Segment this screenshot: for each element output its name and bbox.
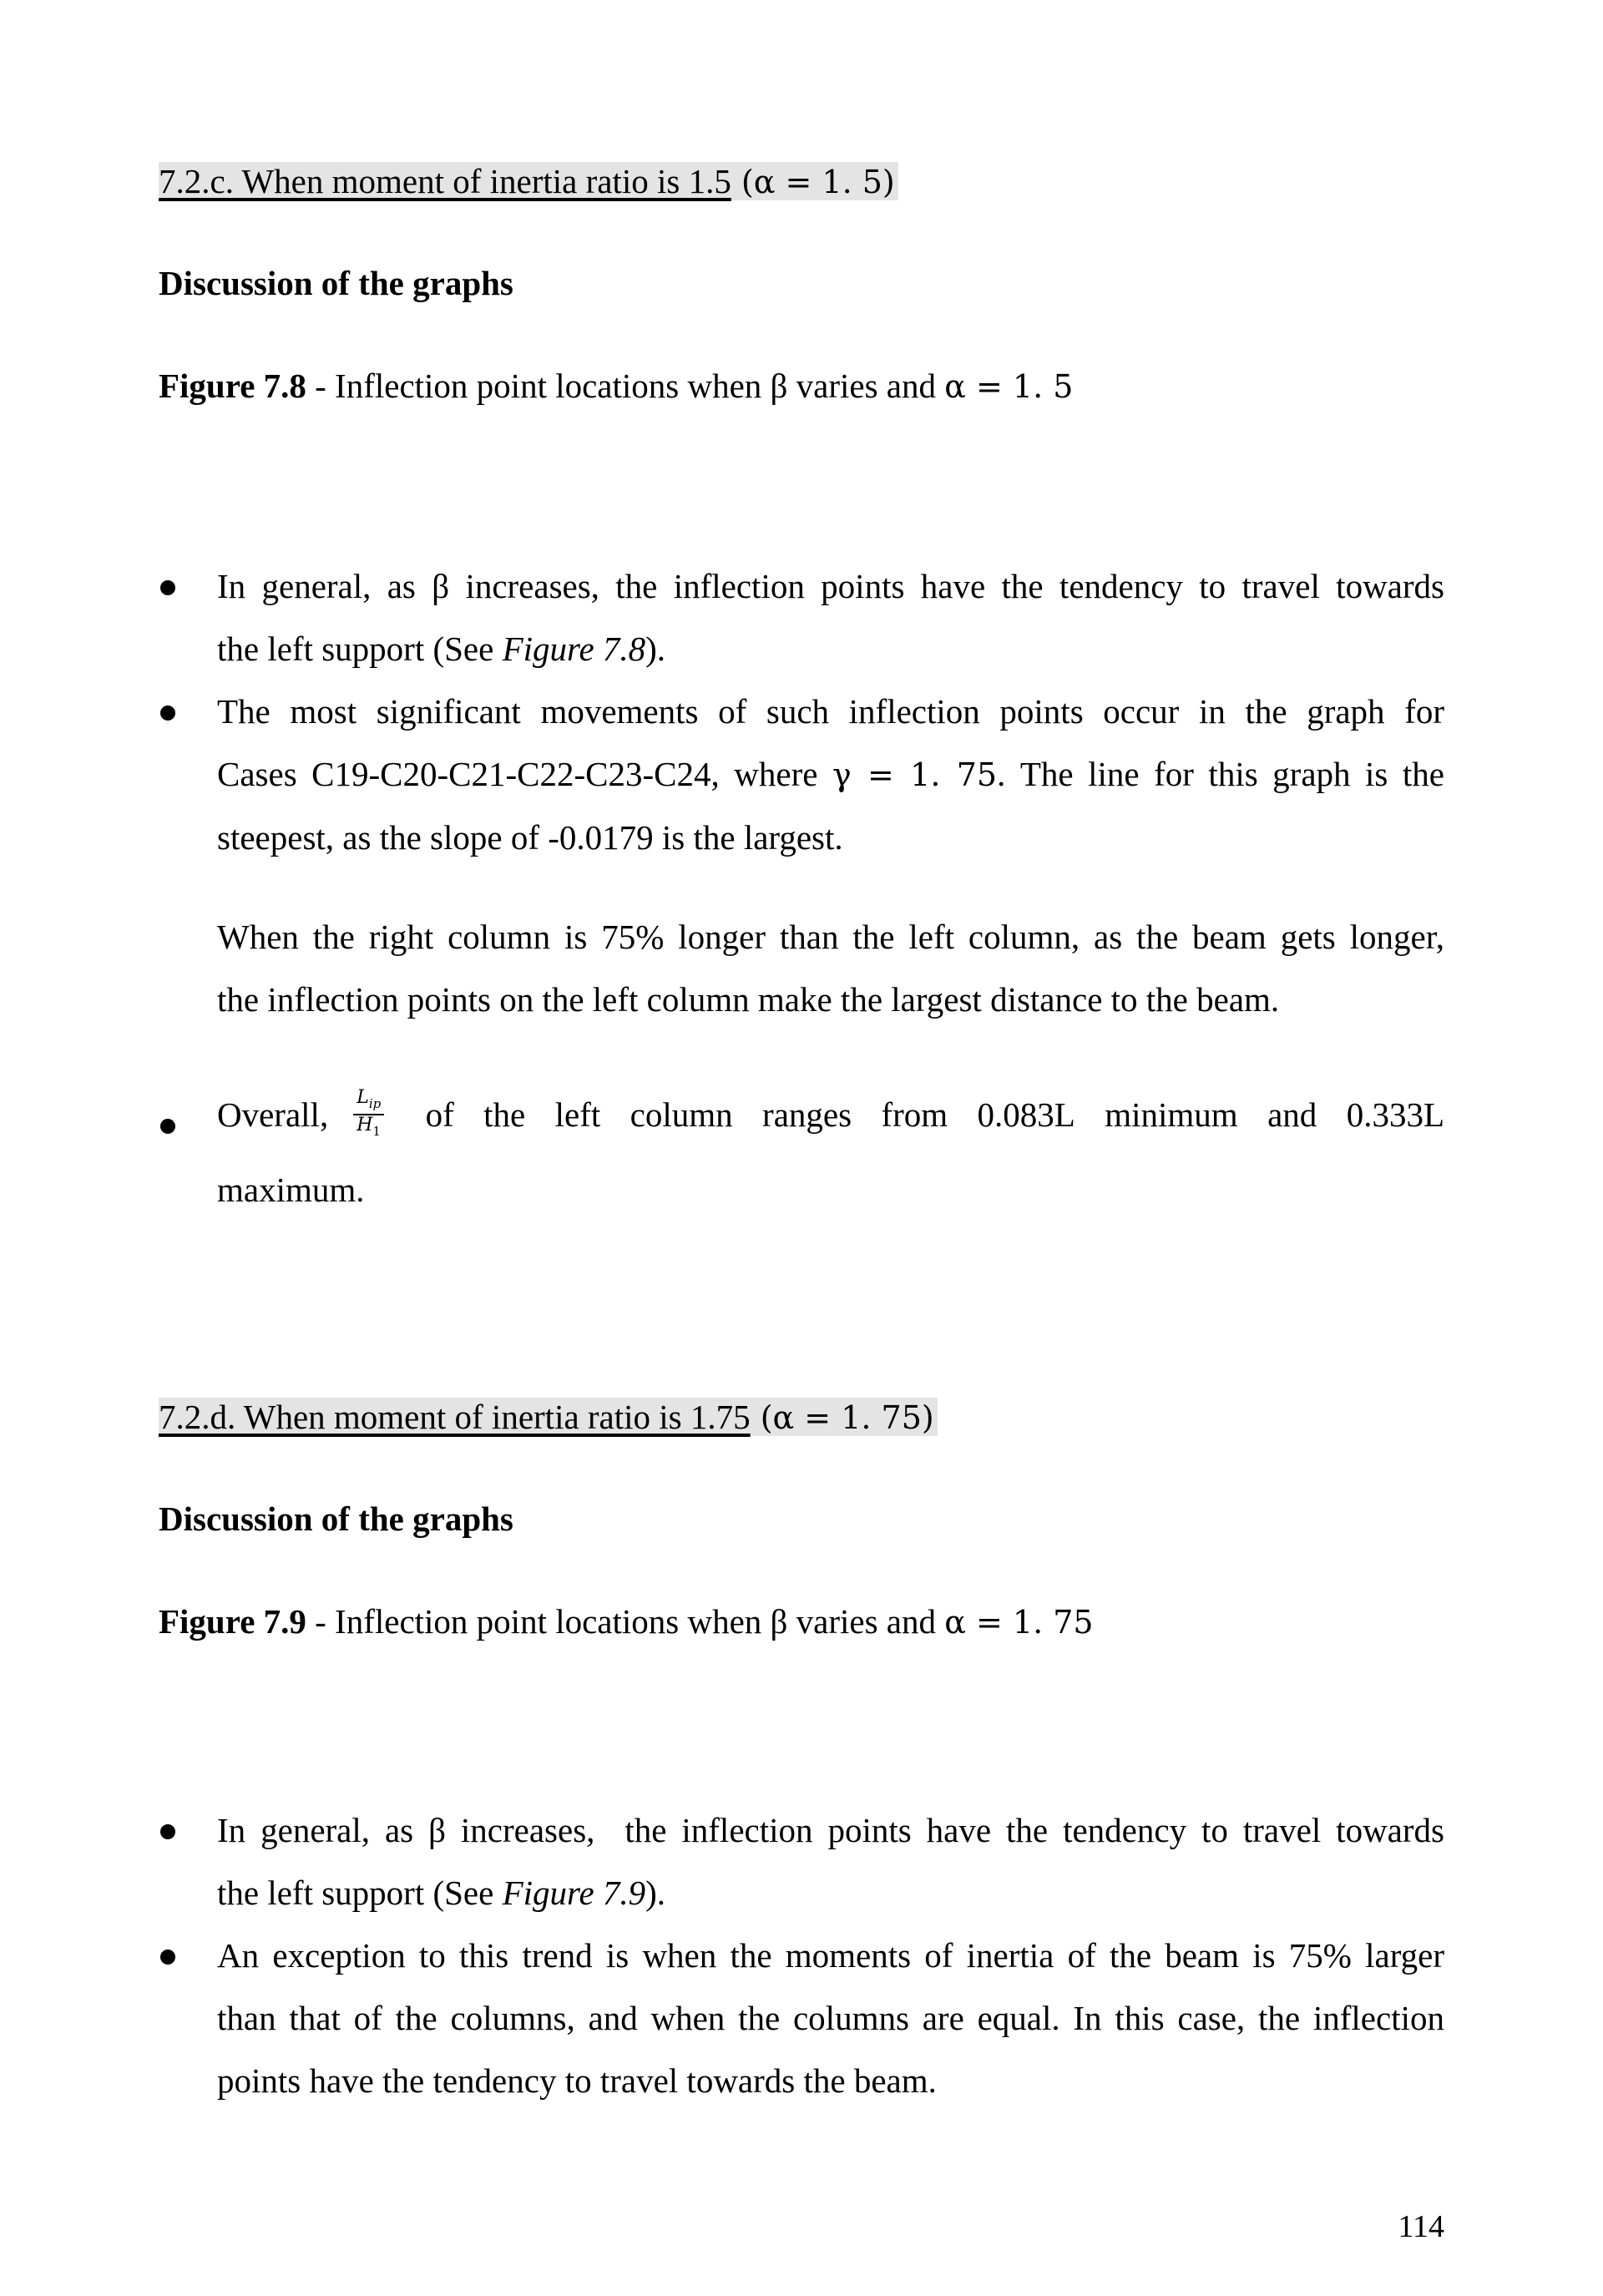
figure-caption-math-7-8: α = 1. 5	[944, 368, 1074, 405]
bullet-c-2	[217, 680, 1444, 869]
bullet-d-1-line-1	[217, 1799, 1444, 1862]
bullet-c-1-text-1: In general, as β increases, the inflection points have the tendency to travel towards	[217, 567, 1444, 605]
section-heading-d-highlight	[159, 1398, 938, 1436]
figure-caption-7-8	[159, 355, 1073, 418]
bullet-c-3-word: column	[630, 1095, 733, 1134]
bullet-d-2	[217, 1924, 1444, 2112]
figure-caption-7-9	[159, 1591, 1094, 1654]
discussion-title-d: Discussion of the graphs	[159, 1499, 513, 1538]
figure-label-7-8: Figure 7.8	[159, 367, 306, 405]
bullet-c-3-word: left	[554, 1095, 601, 1134]
bullet-d-2-line-3: points have the tendency to travel towards the beam.	[217, 2061, 937, 2100]
bullet-dot	[160, 1950, 175, 1965]
section-heading-d-math: (α = 1. 75)	[750, 1399, 934, 1436]
page-number: 114	[1398, 2209, 1444, 2244]
bullet-c-2-line-2	[217, 743, 1444, 807]
section-heading-d	[159, 1386, 938, 1449]
figure-caption-math-7-9: α = 1. 75	[944, 1604, 1094, 1641]
note-c-line-1: When the right column is 75% longer than the left column, as the beam gets longer,	[217, 918, 1444, 956]
figure-reference-7-9: Figure 7.9	[502, 1874, 646, 1912]
bullet-c-3	[217, 1077, 1444, 1211]
discussion-title-c: Discussion of the graphs	[159, 264, 513, 302]
bullet-c-3-word: minimum	[1105, 1095, 1238, 1134]
bullet-c-2-text-1: The most significant movements of such inflection points occur in the graph for	[217, 692, 1444, 731]
bullet-c-3-word: the	[483, 1095, 526, 1134]
gamma-math: γ = 1. 75	[832, 756, 998, 793]
figure-reference-7-8: Figure 7.8	[502, 630, 646, 668]
bullet-c-3-word: from	[881, 1095, 948, 1134]
bullet-c-3-lead-group	[217, 1084, 396, 1146]
figure-caption-text-7-8: - Inflection point locations when β varies and	[306, 367, 945, 405]
bullet-dot	[160, 1824, 175, 1839]
bullet-c-1	[217, 555, 1444, 680]
bullet-c-2-line-3: steepest, as the slope of -0.0179 is the largest.	[217, 818, 843, 857]
bullet-c-3-line-2: maximum.	[217, 1171, 365, 1209]
bullet-c-3-word: 0.333L	[1346, 1095, 1444, 1134]
bullet-c-3-word: 0.083L	[977, 1095, 1075, 1134]
bullet-d-2-line-1: An exception to this trend is when the moments of inertia of the beam is 75% larger	[217, 1936, 1444, 1975]
bullet-d-1-line-2	[217, 1862, 1444, 1924]
bullet-c-1-text-2a: the left support (See	[217, 630, 503, 668]
bullet-c-3-line-1	[217, 1077, 1444, 1152]
fraction-numerator-symbol: L	[357, 1087, 369, 1108]
bullet-dot	[160, 1119, 175, 1134]
note-paragraph-c	[217, 906, 1444, 1031]
bullet-d-1-text-1: In general, as β increases, the inflection points have the tendency to travel towards	[217, 1811, 1444, 1849]
bullet-c-1-line-1	[217, 555, 1444, 618]
bullet-d-2-line-2: than that of the columns, and when the columns are equal. In this case, the inflection	[217, 1999, 1444, 2037]
fraction-denominator	[353, 1115, 384, 1141]
bullet-c-2-line-1	[217, 680, 1444, 743]
fraction-numerator-subscript: ip	[368, 1096, 382, 1111]
bullet-c-1-text-2b: ).	[645, 630, 666, 668]
bullet-c-3-word: and	[1267, 1095, 1317, 1134]
note-c-line-2: the inflection points on the left column make the largest distance to the beam.	[217, 980, 1280, 1019]
bullet-c-3-word: ranges	[762, 1095, 852, 1134]
bullet-d-1-text-2a: the left support (See	[217, 1874, 503, 1912]
section-heading-c-text: 7.2.c. When moment of inertia ratio is 1.5	[159, 162, 731, 200]
bullet-dot	[160, 580, 175, 595]
bullet-dot	[160, 705, 175, 721]
bullet-c-2-text-2a: Cases C19-C20-C21-C22-C23-C24, where	[217, 755, 832, 793]
lip-over-h1-fraction	[353, 1088, 384, 1141]
bullet-d-1	[217, 1799, 1444, 1924]
section-heading-c	[159, 150, 898, 214]
section-heading-c-highlight	[159, 162, 898, 200]
bullet-c-1-line-2	[217, 618, 1444, 680]
bullet-c-3-lead: Overall,	[217, 1095, 329, 1134]
fraction-denominator-symbol: H	[357, 1115, 373, 1135]
figure-label-7-9: Figure 7.9	[159, 1602, 306, 1641]
section-heading-c-math: (α = 1. 5)	[731, 164, 895, 200]
figure-caption-text-7-9: - Inflection point locations when β varies and	[306, 1602, 945, 1641]
bullet-d-1-text-2b: ).	[645, 1874, 666, 1912]
fraction-numerator	[353, 1088, 384, 1115]
section-heading-d-text: 7.2.d. When moment of inertia ratio is 1.75	[159, 1398, 751, 1436]
fraction-denominator-subscript: 1	[372, 1124, 381, 1139]
bullet-c-2-text-2b: . The line for this graph is the	[997, 755, 1444, 793]
bullet-c-3-word: of	[425, 1095, 454, 1134]
